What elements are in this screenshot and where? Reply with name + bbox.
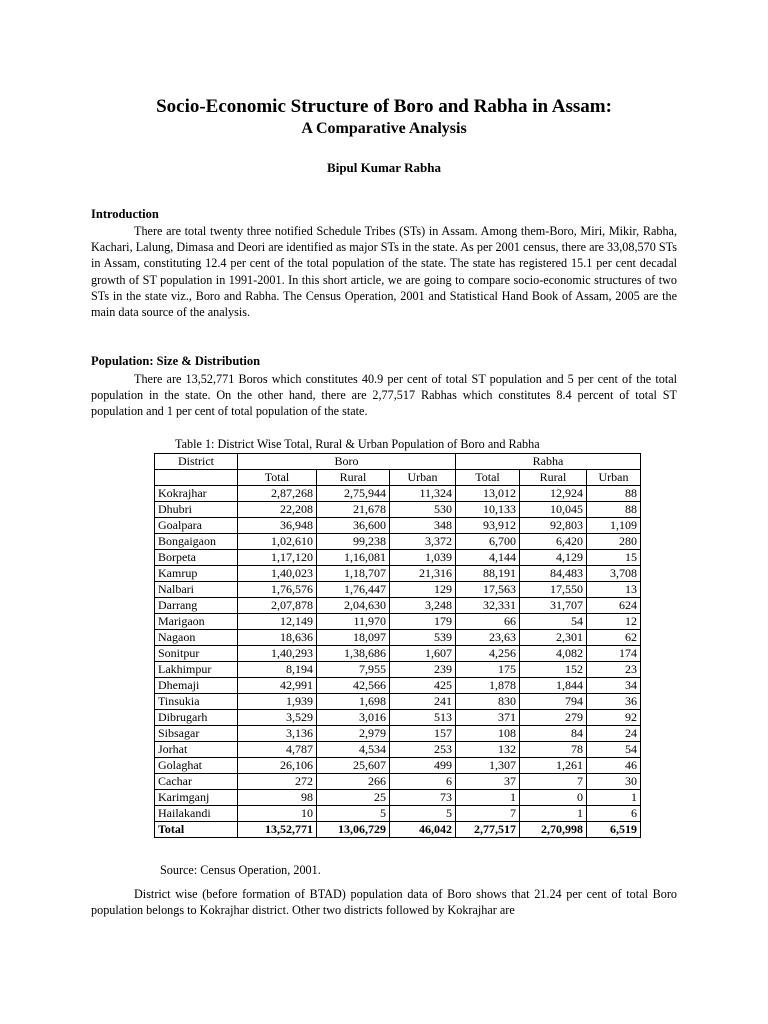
value-cell: 6,519 — [587, 822, 641, 838]
table-group-header-row — [155, 454, 641, 470]
subheader-blank — [155, 470, 238, 486]
value-cell: 25,607 — [317, 758, 390, 774]
value-cell: 1 — [456, 790, 520, 806]
district-cell: Tinsukia — [155, 694, 238, 710]
value-cell: 624 — [587, 598, 641, 614]
value-cell: 129 — [390, 582, 456, 598]
value-cell: 3,708 — [587, 566, 641, 582]
table-row — [155, 502, 641, 518]
value-cell: 92,803 — [520, 518, 587, 534]
subheader-boro-rural: Rural — [317, 470, 390, 486]
value-cell: 17,550 — [520, 582, 587, 598]
value-cell: 1,17,120 — [238, 550, 317, 566]
value-cell: 23 — [587, 662, 641, 678]
value-cell: 272 — [238, 774, 317, 790]
value-cell: 1,38,686 — [317, 646, 390, 662]
value-cell: 88 — [587, 486, 641, 502]
value-cell: 18,097 — [317, 630, 390, 646]
value-cell: 92 — [587, 710, 641, 726]
value-cell: 539 — [390, 630, 456, 646]
value-cell: 279 — [520, 710, 587, 726]
table-row — [155, 646, 641, 662]
value-cell: 6,420 — [520, 534, 587, 550]
value-cell: 266 — [317, 774, 390, 790]
district-cell: Dhemaji — [155, 678, 238, 694]
value-cell: 46,042 — [390, 822, 456, 838]
table-row — [155, 774, 641, 790]
district-cell: Darrang — [155, 598, 238, 614]
value-cell: 3,248 — [390, 598, 456, 614]
district-cell: Golaghat — [155, 758, 238, 774]
district-cell: Jorhat — [155, 742, 238, 758]
value-cell: 23,63 — [456, 630, 520, 646]
value-cell: 88,191 — [456, 566, 520, 582]
value-cell: 2,04,630 — [317, 598, 390, 614]
value-cell: 8,194 — [238, 662, 317, 678]
table-row — [155, 742, 641, 758]
value-cell: 3,372 — [390, 534, 456, 550]
value-cell: 1,844 — [520, 678, 587, 694]
value-cell: 10,133 — [456, 502, 520, 518]
value-cell: 1,878 — [456, 678, 520, 694]
value-cell: 5 — [317, 806, 390, 822]
value-cell: 11,324 — [390, 486, 456, 502]
value-cell: 530 — [390, 502, 456, 518]
table-row — [155, 678, 641, 694]
value-cell: 84,483 — [520, 566, 587, 582]
table-row — [155, 758, 641, 774]
value-cell: 499 — [390, 758, 456, 774]
value-cell: 253 — [390, 742, 456, 758]
closing-paragraph: District wise (before formation of BTAD) population data of Boro shows that 21.24 per cent of total Boro population belongs to Kokrajhar district. Other two districts followed by Kokrajhar are — [91, 887, 677, 918]
value-cell: 4,256 — [456, 646, 520, 662]
district-cell: Dibrugarh — [155, 710, 238, 726]
value-cell: 3,136 — [238, 726, 317, 742]
subheader-boro-urban: Urban — [390, 470, 456, 486]
value-cell: 2,979 — [317, 726, 390, 742]
value-cell: 98 — [238, 790, 317, 806]
value-cell: 21,316 — [390, 566, 456, 582]
value-cell: 175 — [456, 662, 520, 678]
table-row — [155, 790, 641, 806]
table-total-row — [155, 822, 641, 838]
value-cell: 54 — [520, 614, 587, 630]
subheader-rabha-total: Total — [456, 470, 520, 486]
value-cell: 99,238 — [317, 534, 390, 550]
value-cell: 22,208 — [238, 502, 317, 518]
value-cell: 11,970 — [317, 614, 390, 630]
district-cell: Hailakandi — [155, 806, 238, 822]
value-cell: 1,40,023 — [238, 566, 317, 582]
table-row — [155, 662, 641, 678]
value-cell: 4,129 — [520, 550, 587, 566]
subheader-boro-total: Total — [238, 470, 317, 486]
district-cell: Nalbari — [155, 582, 238, 598]
table-caption: Table 1: District Wise Total, Rural & Urban Population of Boro and Rabha — [175, 437, 540, 451]
value-cell: 4,144 — [456, 550, 520, 566]
value-cell: 371 — [456, 710, 520, 726]
table-row — [155, 694, 641, 710]
district-cell: Kokrajhar — [155, 486, 238, 502]
population-table — [154, 453, 641, 838]
value-cell: 13,012 — [456, 486, 520, 502]
value-cell: 6 — [587, 806, 641, 822]
value-cell: 54 — [587, 742, 641, 758]
value-cell: 66 — [456, 614, 520, 630]
table-row — [155, 630, 641, 646]
value-cell: 13,06,729 — [317, 822, 390, 838]
table-row — [155, 710, 641, 726]
subheader-rabha-urban: Urban — [587, 470, 641, 486]
value-cell: 24 — [587, 726, 641, 742]
value-cell: 73 — [390, 790, 456, 806]
value-cell: 13,52,771 — [238, 822, 317, 838]
value-cell: 62 — [587, 630, 641, 646]
value-cell: 1,16,081 — [317, 550, 390, 566]
boro-group-header: Boro — [238, 454, 456, 470]
district-cell: Marigaon — [155, 614, 238, 630]
rabha-group-header: Rabha — [456, 454, 641, 470]
value-cell: 1,939 — [238, 694, 317, 710]
value-cell: 32,331 — [456, 598, 520, 614]
value-cell: 12,924 — [520, 486, 587, 502]
value-cell: 348 — [390, 518, 456, 534]
value-cell: 15 — [587, 550, 641, 566]
value-cell: 239 — [390, 662, 456, 678]
value-cell: 10,045 — [520, 502, 587, 518]
value-cell: 42,566 — [317, 678, 390, 694]
value-cell: 2,75,944 — [317, 486, 390, 502]
district-cell: Sonitpur — [155, 646, 238, 662]
value-cell: 2,77,517 — [456, 822, 520, 838]
district-cell: Dhubri — [155, 502, 238, 518]
district-cell: Kamrup — [155, 566, 238, 582]
value-cell: 1,76,576 — [238, 582, 317, 598]
value-cell: 1,607 — [390, 646, 456, 662]
value-cell: 1,261 — [520, 758, 587, 774]
value-cell: 513 — [390, 710, 456, 726]
value-cell: 108 — [456, 726, 520, 742]
population-paragraph: There are 13,52,771 Boros which constitutes 40.9 per cent of total ST population and 5 per cent of the total population in the state. On the other hand, there are 2,77,517 Rabhas which constitutes 8.4 percent of total ST population and 1 per cent of total population of the state. — [91, 372, 677, 419]
value-cell: 3,529 — [238, 710, 317, 726]
district-header: District — [155, 454, 238, 470]
value-cell: 78 — [520, 742, 587, 758]
district-cell: Goalpara — [155, 518, 238, 534]
value-cell: 7,955 — [317, 662, 390, 678]
value-cell: 7 — [456, 806, 520, 822]
value-cell: 36,948 — [238, 518, 317, 534]
value-cell: 12,149 — [238, 614, 317, 630]
value-cell: 794 — [520, 694, 587, 710]
value-cell: 6 — [390, 774, 456, 790]
value-cell: 17,563 — [456, 582, 520, 598]
table-row — [155, 550, 641, 566]
value-cell: 7 — [520, 774, 587, 790]
value-cell: 1,76,447 — [317, 582, 390, 598]
value-cell: 88 — [587, 502, 641, 518]
value-cell: 42,991 — [238, 678, 317, 694]
value-cell: 36 — [587, 694, 641, 710]
value-cell: 84 — [520, 726, 587, 742]
introduction-heading: Introduction — [91, 207, 159, 221]
district-cell: Lakhimpur — [155, 662, 238, 678]
value-cell: 1,039 — [390, 550, 456, 566]
value-cell: 1,307 — [456, 758, 520, 774]
value-cell: 2,70,998 — [520, 822, 587, 838]
table-row — [155, 726, 641, 742]
value-cell: 179 — [390, 614, 456, 630]
table-subheader-row — [155, 470, 641, 486]
value-cell: 1,18,707 — [317, 566, 390, 582]
table-body — [155, 486, 641, 838]
value-cell: 10 — [238, 806, 317, 822]
value-cell: 280 — [587, 534, 641, 550]
value-cell: 2,07,878 — [238, 598, 317, 614]
table-row — [155, 486, 641, 502]
district-cell: Borpeta — [155, 550, 238, 566]
table-row — [155, 582, 641, 598]
value-cell: 25 — [317, 790, 390, 806]
district-cell: Sibsagar — [155, 726, 238, 742]
value-cell: 1,40,293 — [238, 646, 317, 662]
value-cell: 241 — [390, 694, 456, 710]
author-name: Bipul Kumar Rabha — [327, 160, 441, 175]
table-row — [155, 598, 641, 614]
table-source: Source: Census Operation, 2001. — [160, 863, 321, 877]
value-cell: 18,636 — [238, 630, 317, 646]
table-row — [155, 566, 641, 582]
value-cell: 3,016 — [317, 710, 390, 726]
district-cell: Total — [155, 822, 238, 838]
value-cell: 46 — [587, 758, 641, 774]
value-cell: 21,678 — [317, 502, 390, 518]
district-cell: Cachar — [155, 774, 238, 790]
value-cell: 1,109 — [587, 518, 641, 534]
value-cell: 157 — [390, 726, 456, 742]
table-row — [155, 614, 641, 630]
subheader-rabha-rural: Rural — [520, 470, 587, 486]
value-cell: 1 — [520, 806, 587, 822]
table-row — [155, 806, 641, 822]
value-cell: 0 — [520, 790, 587, 806]
table-row — [155, 518, 641, 534]
value-cell: 1 — [587, 790, 641, 806]
value-cell: 152 — [520, 662, 587, 678]
value-cell: 830 — [456, 694, 520, 710]
district-cell: Bongaigaon — [155, 534, 238, 550]
paper-subtitle: A Comparative Analysis — [301, 120, 467, 137]
value-cell: 4,787 — [238, 742, 317, 758]
table-row — [155, 534, 641, 550]
value-cell: 132 — [456, 742, 520, 758]
value-cell: 5 — [390, 806, 456, 822]
value-cell: 37 — [456, 774, 520, 790]
value-cell: 1,698 — [317, 694, 390, 710]
value-cell: 34 — [587, 678, 641, 694]
value-cell: 2,87,268 — [238, 486, 317, 502]
district-cell: Nagaon — [155, 630, 238, 646]
district-cell: Karimganj — [155, 790, 238, 806]
population-heading: Population: Size & Distribution — [91, 354, 261, 368]
value-cell: 31,707 — [520, 598, 587, 614]
value-cell: 13 — [587, 582, 641, 598]
value-cell: 4,534 — [317, 742, 390, 758]
value-cell: 4,082 — [520, 646, 587, 662]
value-cell: 12 — [587, 614, 641, 630]
introduction-paragraph: There are total twenty three notified Schedule Tribes (STs) in Assam. Among them-Boro, Miri, Mikir, Rabha, Kachari, Lalung, Dimasa and Deori are identified as major STs in the state. As per 2001 census, there are 33,08,570 STs in Assam, constituting 12.4 per cent of the total population of the state. The state has registered 15.1 per cent decadal growth of ST population in 1991-2001. In this short article, we are going to compare socio-economic structures of two STs in the state viz., Boro and Rabha. The Census Operation, 2001 and Statistical Hand Book of Assam, 2005 are the main data source of the analysis. — [91, 224, 677, 320]
value-cell: 26,106 — [238, 758, 317, 774]
value-cell: 425 — [390, 678, 456, 694]
value-cell: 6,700 — [456, 534, 520, 550]
value-cell: 36,600 — [317, 518, 390, 534]
paper-title: Socio-Economic Structure of Boro and Rabha in Assam: — [156, 96, 612, 117]
value-cell: 174 — [587, 646, 641, 662]
value-cell: 93,912 — [456, 518, 520, 534]
value-cell: 30 — [587, 774, 641, 790]
value-cell: 2,301 — [520, 630, 587, 646]
value-cell: 1,02,610 — [238, 534, 317, 550]
